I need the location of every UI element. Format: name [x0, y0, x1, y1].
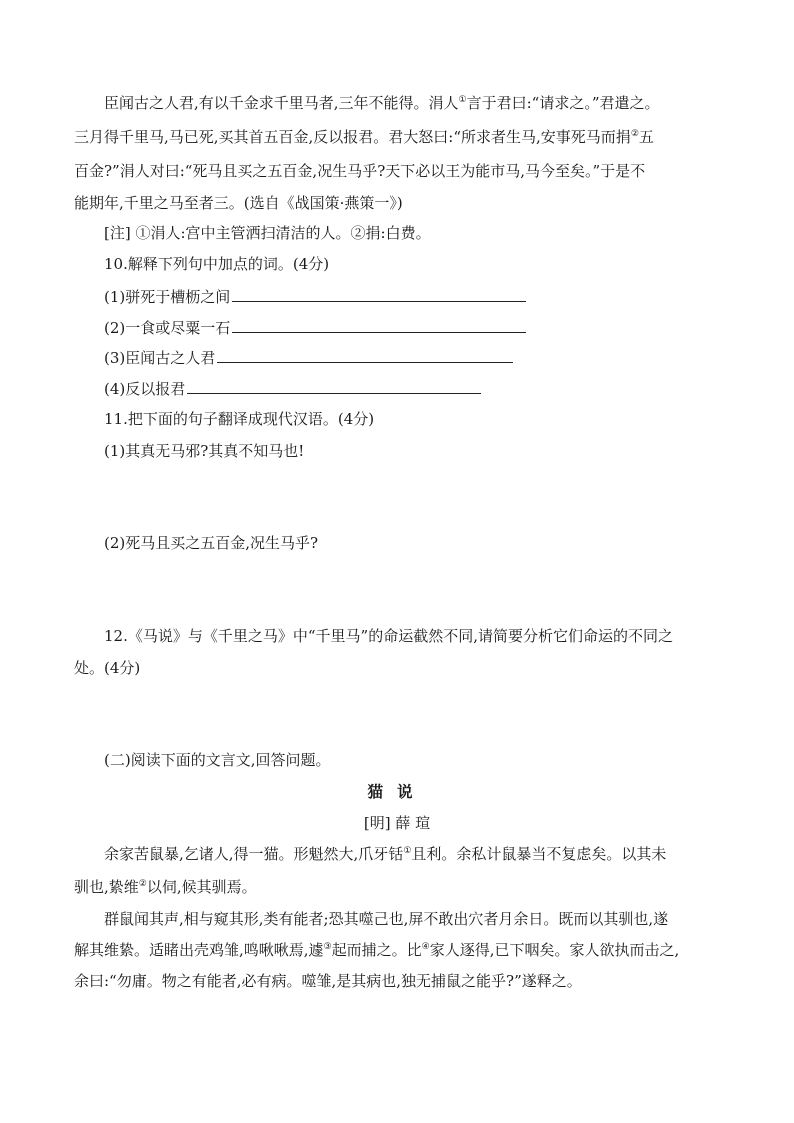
section2-p1-line-1: 余家苦鼠暴,乞诸人,得一猫。形魁然大,爪牙铦①且利。余私计鼠暴当不复虑矣。以其未	[104, 845, 667, 863]
q11-item-1: (1)其真无马邪?其真不知马也!	[104, 442, 305, 460]
section2-p1-line-2: 驯也,絷维②以伺,候其驯焉。	[74, 878, 257, 896]
section2-p2-line-2: 解其维絷。适睹出壳鸡雏,鸣啾啾焉,遽③起而捕之。比④家人逐得,已下咽矣。家人欲执而击之,	[74, 941, 680, 959]
q10-answer-blank-1[interactable]	[232, 285, 526, 302]
q10-answer-blank-3[interactable]	[217, 346, 513, 363]
passage1-note: [注] ①涓人:宫中主管洒扫清洁的人。②捐:白费。	[104, 224, 431, 242]
passage1-line-3: 百金?”涓人对曰:“死马且买之五百金,况生马乎?天下必以王为能市马,马今至矣。”于是不	[74, 162, 646, 180]
q11-stem: 11.把下面的句子翻译成现代汉语。(4分)	[104, 410, 375, 428]
q10-stem: 10.解释下列句中加点的词。(4分)	[104, 255, 330, 273]
q10-item-2: (2)一食或尽粟一石	[104, 316, 526, 338]
passage1-line-2: 三月得千里马,马已死,买其首五百金,反以报君。君大怒曰:“所求者生马,安事死马而捐②五	[74, 128, 654, 146]
section2-heading: (二)阅读下面的文言文,回答问题。	[104, 751, 331, 769]
passage1-line-1: 臣闻古之人君,有以千金求千里马者,三年不能得。涓人①言于君曰:“请求之。”君遣之。	[104, 94, 660, 112]
q11-item-2: (2)死马且买之五百金,况生马乎?	[104, 534, 319, 552]
q10-answer-blank-2[interactable]	[232, 316, 526, 333]
section2-title: 猫说	[367, 782, 427, 801]
q10-answer-blank-4[interactable]	[187, 377, 481, 394]
q10-item-1: (1)骈死于槽枥之间	[104, 285, 526, 307]
q12-stem-line-2: 处。(4分)	[74, 659, 141, 677]
section2-p2-line-3: 余曰:“勿庸。物之有能者,必有病。噬雏,是其病也,独无捕鼠之能乎?”遂释之。	[74, 972, 582, 990]
passage1-line-4: 能期年,千里之马至者三。(选自《战国策·燕策一》)	[74, 194, 403, 212]
q10-item-3: (3)臣闻古之人君	[104, 346, 513, 368]
section2-author: [明] 薛 瑄	[363, 814, 431, 832]
section2-p2-line-1: 群鼠闻其声,相与窥其形,类有能者;恐其噬己也,屏不敢出穴者月余日。既而以其驯也,遂	[104, 910, 669, 928]
q12-stem-line-1: 12.《马说》与《千里之马》中“千里马”的命运截然不同,请简要分析它们命运的不同之	[104, 627, 673, 645]
q10-item-4: (4)反以报君	[104, 377, 481, 399]
